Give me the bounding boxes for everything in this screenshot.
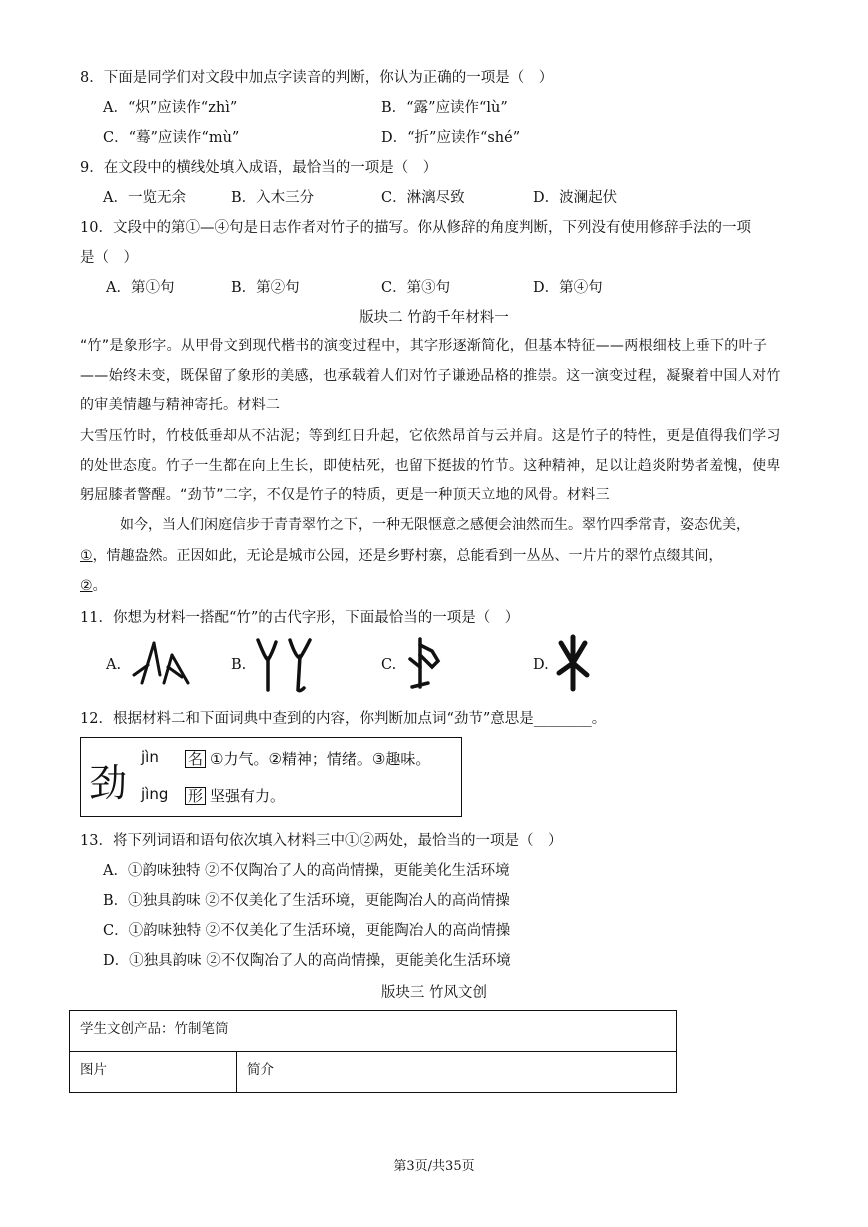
material3-blank1: ① [80,548,93,564]
q9-option-d[interactable]: D．波澜起伏 [533,190,618,206]
material3-line2: ，情趣盎然。正因如此，无论是城市公园，还是乡野村寨，总能看到一丛丛、一片片的翠竹点缀其间， [92,548,723,564]
dictionary-entry-box [80,737,462,817]
craft-product-name: 学生文创产品：竹制笔筒 [70,1011,677,1052]
dictionary-pos-adj: 形 [185,787,206,805]
dictionary-def-jing: 坚强有力。 [210,787,286,805]
bamboo-glyph-c-icon[interactable] [402,633,452,693]
q9-option-a[interactable]: A．一览无余 [103,190,186,206]
q11-option-a-label[interactable]: A. [106,657,122,673]
dictionary-pinyin-jin: jìn [141,748,159,766]
section2-title: 版块二 竹韵千年材料一 [359,310,509,326]
q8-option-b[interactable]: B．“露”应读作“lù” [381,100,508,116]
craft-product-table [69,1010,677,1093]
dictionary-headword: 劲 [89,761,128,805]
q13-option-a[interactable]: A．①韵味独特 ②不仅陶冶了人的高尚情操，更能美化生活环境 [103,863,510,879]
q10-option-d[interactable]: D．第④句 [533,280,603,296]
material3-line1: 如今，当人们闲庭信步于青青翠竹之下，一种无限惬意之感便会油然而生。翠竹四季常青，姿态优美， [120,517,750,533]
dictionary-pos-noun: 名 [185,750,206,768]
q8-option-a[interactable]: A．“炽”应读作“zhì” [103,100,238,116]
bamboo-glyph-b-icon[interactable] [252,636,322,694]
q10-option-c[interactable]: C．第③句 [381,280,451,296]
section3-title: 版块三 竹风文创 [380,985,488,1001]
material1-text: “竹”是象形字。从甲骨文到现代楷书的演变过程中，其字形逐渐简化，但基本特征——两根细枝上垂下的叶子——始终未变，既保留了象形的美感，也承载着人们对竹子谦逊品格的推崇。这一演变过程，凝聚着中国人对竹的审美情趣与精神寄托。材料二 [80,338,781,413]
q8-stem: 8．下面是同学们对文段中加点字读音的判断，你认为正确的一项是（ ） [80,70,554,86]
craft-col-intro: 简介 [237,1052,677,1093]
dictionary-def-jin: ①力气。②精神；情绪。③趣味。 [210,750,431,768]
dictionary-pinyin-jing: jìng [141,785,169,803]
bamboo-glyph-a-icon[interactable] [132,635,192,690]
bamboo-glyph-d-icon[interactable] [555,633,595,693]
craft-col-image: 图片 [70,1052,237,1093]
q10-option-a[interactable]: A．第①句 [106,280,175,296]
q11-stem: 11．你想为材料一搭配“竹”的古代字形，下面最恰当的一项是（ ） [80,610,520,626]
q13-option-d[interactable]: D．①独具韵味 ②不仅陶冶了人的高尚情操，更能美化生活环境 [103,953,511,969]
q11-option-d-label[interactable]: D. [533,657,549,673]
q10-stem-line2: 是（ ） [80,250,138,266]
q9-option-b[interactable]: B．入木三分 [231,190,315,206]
q13-stem: 13．将下列词语和语句依次填入材料三中①②两处，最恰当的一项是（ ） [80,833,563,849]
q8-option-c[interactable]: C．“蓦”应读作“mù” [103,130,240,146]
q13-option-c[interactable]: C．①韵味独特 ②不仅美化了生活环境，更能陶冶人的高尚情操 [103,923,511,939]
q10-stem-line1: 10．文段中的第①—④句是日志作者对竹子的描写。你从修辞的角度判断，下列没有使用修辞手法的一项 [80,220,751,236]
material3-end: 。 [92,578,107,594]
material2-text: 大雪压竹时，竹枝低垂却从不沾泥；等到红日升起，它依然昂首与云并肩。这是竹子的特性，更是值得我们学习的处世态度。竹子一生都在向上生长，即使枯死，也留下挺拔的竹节。这种精神，足以让趋炎附势者羞愧，使卑躬屈膝者警醒。“劲节”二字，不仅是竹子的特质，更是一种顶天立地的风骨。材料三 [80,428,781,503]
q9-option-c[interactable]: C．淋漓尽致 [381,190,465,206]
q10-option-b[interactable]: B．第②句 [231,280,300,296]
q8-option-d[interactable]: D．“折”应读作“shé” [381,130,521,146]
q13-option-b[interactable]: B．①独具韵味 ②不仅美化了生活环境，更能陶冶人的高尚情操 [103,893,510,909]
q12-stem: 12．根据材料二和下面词典中查到的内容，你判断加点词“劲节”意思是________。 [80,711,607,727]
page-footer: 第3页/共35页 [393,1159,475,1174]
q11-option-b-label[interactable]: B. [231,657,247,673]
q9-stem: 9．在文段中的横线处填入成语，最恰当的一项是（ ） [80,160,438,176]
material3-blank2: ② [80,578,93,594]
q11-option-c-label[interactable]: C. [381,657,397,673]
